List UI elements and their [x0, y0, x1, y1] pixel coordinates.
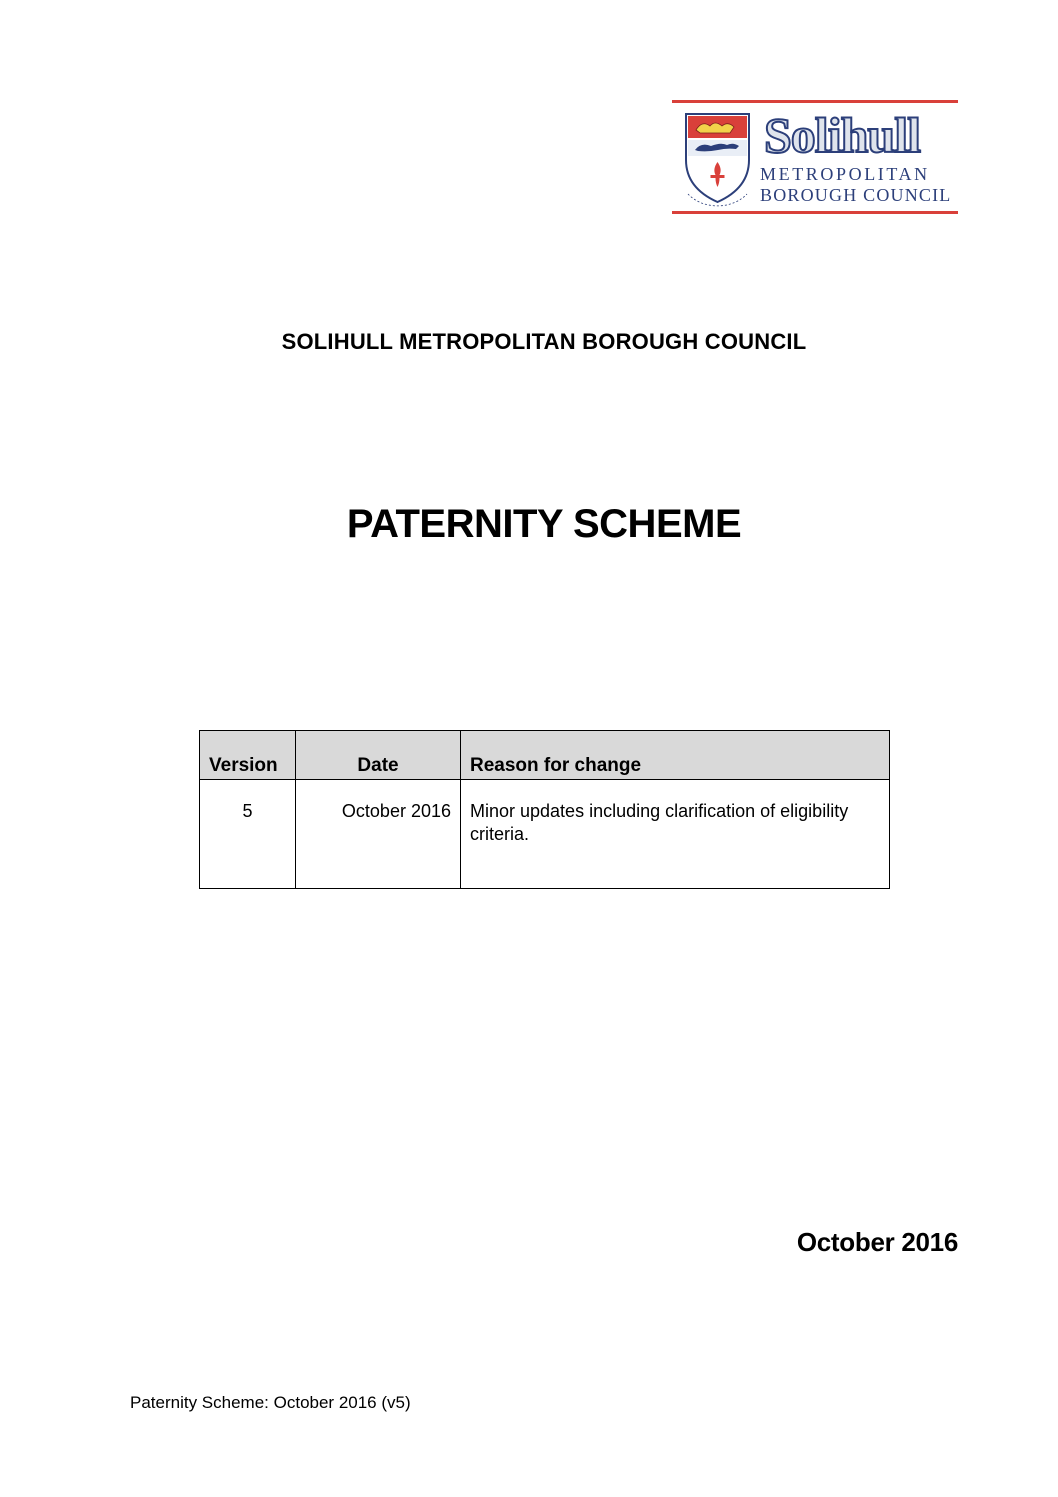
page-footer: Paternity Scheme: October 2016 (v5): [130, 1393, 411, 1412]
logo-line-metropolitan: METROPOLITAN: [760, 164, 930, 184]
cell-date: October 2016: [296, 780, 461, 889]
header-version: Version: [200, 731, 296, 780]
table-header-row: [200, 731, 890, 780]
organisation-name: SOLIHULL METROPOLITAN BOROUGH COUNCIL: [281, 329, 807, 354]
logo-line-borough-council: BOROUGH COUNCIL: [760, 185, 952, 205]
version-history-table: [199, 730, 890, 889]
document-title: PATERNITY SCHEME: [346, 502, 742, 546]
header-date: Date: [296, 731, 461, 780]
logo-bottom-rule: [672, 211, 958, 214]
logo-top-rule: [672, 100, 958, 103]
logo-wordmark: Solihull: [764, 110, 920, 160]
cell-reason: Minor updates including clarification of eligibility criteria.: [461, 780, 890, 889]
header-reason: Reason for change: [461, 731, 890, 780]
table-row: [200, 780, 890, 889]
cell-version: 5: [200, 780, 296, 889]
council-logo: [672, 100, 958, 216]
council-crest-icon: [680, 110, 755, 210]
issue-date: October 2016: [796, 1227, 958, 1257]
